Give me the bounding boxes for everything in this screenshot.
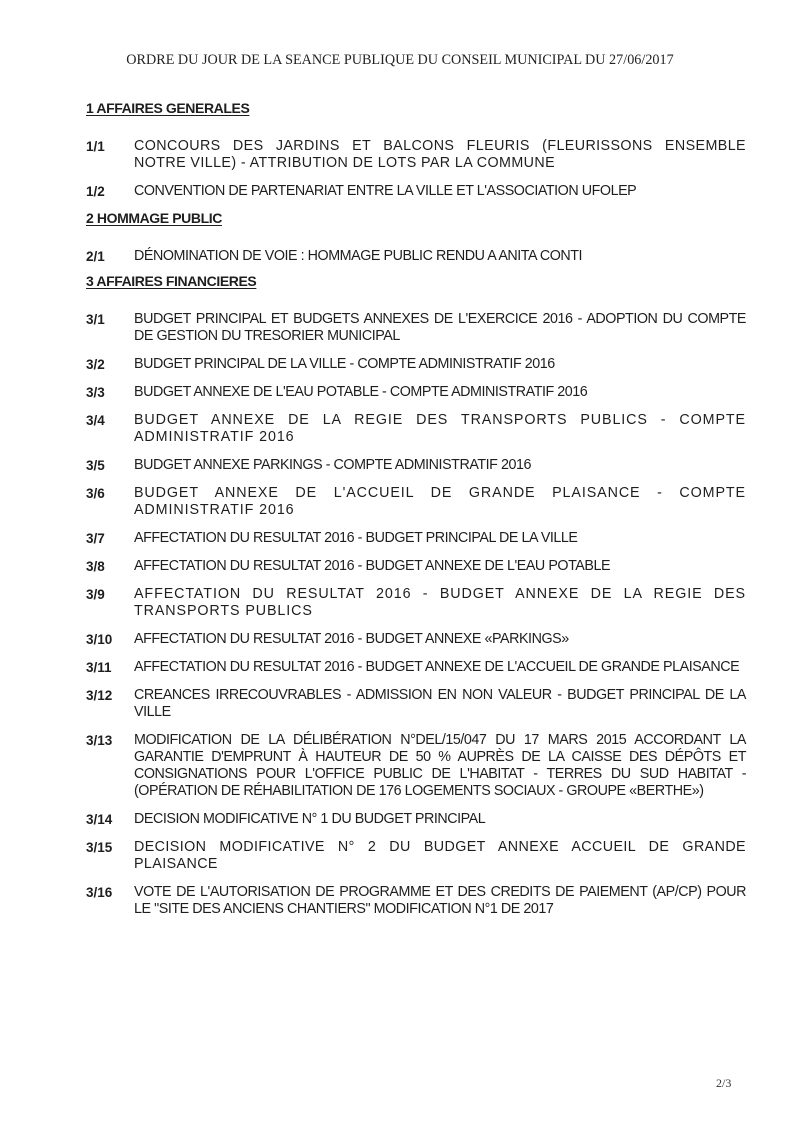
item-number: 1/1 — [86, 139, 105, 154]
item-text: BUDGET PRINCIPAL ET BUDGETS ANNEXES DE L'EXERCICE 2016 - ADOPTION DU COMPTE DE GESTION DU TRESORIER MUNICIPAL — [134, 311, 746, 344]
agenda-item — [86, 384, 746, 401]
item-text: VOTE DE L'AUTORISATION DE PROGRAMME ET DES CREDITS DE PAIEMENT (AP/CP) POUR LE "SITE DES ANCIENS CHANTIERS" MODIFICATION N°1 DE 2017 — [134, 884, 746, 917]
item-text: CONVENTION DE PARTENARIAT ENTRE LA VILLE ET L'ASSOCIATION UFOLEP — [134, 183, 637, 199]
item-number: 3/14 — [86, 812, 113, 827]
item-number: 3/4 — [86, 413, 105, 428]
agenda-item — [86, 732, 746, 800]
item-number: 3/11 — [86, 660, 112, 675]
agenda-item — [86, 659, 746, 676]
agenda-item — [86, 839, 746, 873]
item-number: 3/13 — [86, 733, 113, 748]
agenda-item — [86, 356, 746, 373]
item-number: 3/7 — [86, 531, 105, 546]
agenda-item — [86, 631, 746, 648]
item-text: BUDGET PRINCIPAL DE LA VILLE - COMPTE ADMINISTRATIF 2016 — [134, 356, 555, 372]
item-text: AFFECTATION DU RESULTAT 2016 - BUDGET ANNEXE DE L'EAU POTABLE — [134, 558, 611, 574]
item-number: 3/10 — [86, 632, 113, 647]
item-number: 3/1 — [86, 312, 105, 327]
item-number: 2/1 — [86, 249, 105, 264]
item-text: BUDGET ANNEXE DE L'ACCUEIL DE GRANDE PLAISANCE - COMPTE ADMINISTRATIF 2016 — [134, 485, 746, 518]
section-heading: 2 HOMMAGE PUBLIC — [86, 210, 222, 226]
item-text: AFFECTATION DU RESULTAT 2016 - BUDGET PRINCIPAL DE LA VILLE — [134, 530, 578, 546]
item-number: 3/15 — [86, 840, 113, 855]
section-heading: 3 AFFAIRES FINANCIERES — [86, 273, 257, 289]
agenda-item — [86, 530, 746, 547]
item-number: 3/12 — [86, 688, 113, 703]
agenda-item — [86, 412, 746, 446]
agenda-item — [86, 248, 746, 265]
item-text: AFFECTATION DU RESULTAT 2016 - BUDGET ANNEXE DE LA REGIE DES TRANSPORTS PUBLICS — [134, 586, 746, 619]
item-text: DECISION MODIFICATIVE N° 1 DU BUDGET PRINCIPAL — [134, 811, 486, 827]
item-text: CREANCES IRRECOUVRABLES - ADMISSION EN NON VALEUR - BUDGET PRINCIPAL DE LA VILLE — [134, 687, 746, 720]
item-number: 3/5 — [86, 458, 105, 473]
item-text: AFFECTATION DU RESULTAT 2016 - BUDGET ANNEXE «PARKINGS» — [134, 631, 569, 647]
page-title: ORDRE DU JOUR DE LA SEANCE PUBLIQUE DU CONSEIL MUNICIPAL DU 27/06/2017 — [126, 52, 674, 68]
agenda-item — [86, 687, 746, 721]
item-number: 3/16 — [86, 885, 113, 900]
item-number: 3/6 — [86, 486, 105, 501]
item-text: BUDGET ANNEXE DE LA REGIE DES TRANSPORTS PUBLICS - COMPTE ADMINISTRATIF 2016 — [134, 412, 746, 445]
agenda-item — [86, 811, 746, 828]
item-number: 3/9 — [86, 587, 105, 602]
item-text: BUDGET ANNEXE PARKINGS - COMPTE ADMINISTRATIF 2016 — [134, 457, 531, 473]
section-affaires-financieres — [86, 271, 746, 918]
agenda-item — [86, 558, 746, 575]
agenda-item — [86, 485, 746, 519]
agenda-item — [86, 138, 746, 172]
item-text: CONCOURS DES JARDINS ET BALCONS FLEURIS (FLEURISSONS ENSEMBLE NOTRE VILLE) - ATTRIBUTION DE LOTS PAR LA COMMUNE — [134, 138, 746, 171]
section-heading: 1 AFFAIRES GENERALES — [86, 100, 250, 116]
item-text: AFFECTATION DU RESULTAT 2016 - BUDGET ANNEXE DE L'ACCUEIL DE GRANDE PLAISANCE — [134, 659, 740, 675]
section-affaires-generales — [86, 98, 746, 200]
item-text: DÉNOMINATION DE VOIE : HOMMAGE PUBLIC RENDU A ANITA CONTI — [134, 248, 583, 264]
item-number: 1/2 — [86, 184, 105, 199]
agenda-item — [86, 183, 746, 200]
item-text: MODIFICATION DE LA DÉLIBÉRATION N°DEL/15/047 DU 17 MARS 2015 ACCORDANT LA GARANTIE D'EMPRUNT À HAUTEUR DE 50 % AUPRÈS DE LA CAISSE DES DÉPÔTS ET CONSIGNATIONS POUR L'OFFICE PUBLIC DE L'HABITAT - TERRES DU SUD HABITAT - (OPÉRATION DE RÉHABILITATION DE 176 LOGEMENTS SOCIAUX - GROUPE «BERTHE») — [134, 732, 746, 799]
agenda-item — [86, 311, 746, 345]
agenda-content — [86, 98, 746, 929]
item-text: DECISION MODIFICATIVE N° 2 DU BUDGET ANNEXE ACCUEIL DE GRANDE PLAISANCE — [134, 839, 746, 872]
agenda-item — [86, 884, 746, 918]
section-hommage-public — [86, 208, 746, 265]
item-text: BUDGET ANNEXE DE L'EAU POTABLE - COMPTE ADMINISTRATIF 2016 — [134, 384, 588, 400]
page-number: 2/3 — [716, 1076, 732, 1090]
item-number: 3/3 — [86, 385, 105, 400]
agenda-item — [86, 586, 746, 620]
agenda-item — [86, 457, 746, 474]
item-number: 3/2 — [86, 357, 105, 372]
item-number: 3/8 — [86, 559, 105, 574]
